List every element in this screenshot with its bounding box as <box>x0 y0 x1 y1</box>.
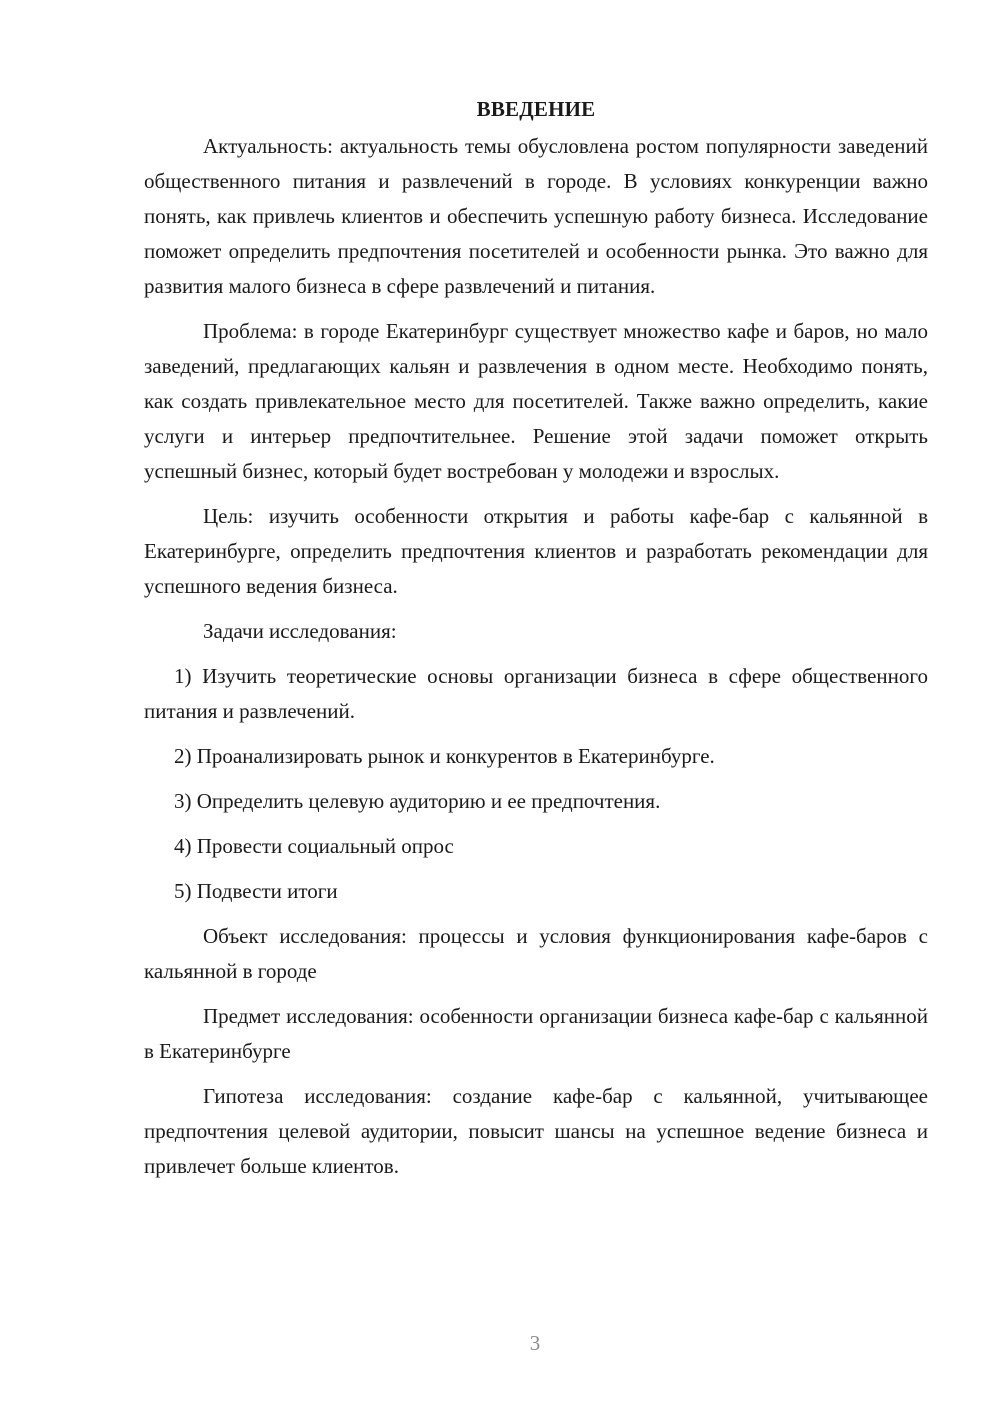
paragraph-hypothesis: Гипотеза исследования: создание кафе-бар с кальянной, учитывающее предпочтения целевой аудитории, повысит шансы на успешное ведение бизнеса и привлечет больше клиентов. <box>144 1084 928 1178</box>
page-number: 3 <box>529 1331 541 1355</box>
paragraph-problem: Проблема: в городе Екатеринбург существует множество кафе и баров, но мало заведений, предлагающих кальян и развлечения в одном месте. Необходимо понять, как создать привлекательное место для посетителей. Также важно определить, какие услуги и интерьер предпочтительнее. Решение этой задачи поможет открыть успешный бизнес, который будет востребован у молодежи и взрослых. <box>144 319 928 483</box>
paragraph-goal: Цель: изучить особенности открытия и работы кафе-бар с кальянной в Екатеринбурге, определить предпочтения клиентов и разработать рекомендации для успешного ведения бизнеса. <box>144 504 928 598</box>
task-item-1: 1) Изучить теоретические основы организации бизнеса в сфере общественного питания и развлечений. <box>144 664 928 723</box>
task-item-4: 4) Провести социальный опрос <box>174 834 454 858</box>
section-title: ВВЕДЕНИЕ <box>476 97 596 121</box>
paragraph-tasks-heading: Задачи исследования: <box>203 619 397 643</box>
document-page <box>144 92 928 1194</box>
paragraph-relevance: Актуальность: актуальность темы обусловлена ростом популярности заведений общественного питания и развлечений в городе. В условиях конкуренции важно понять, как привлечь клиентов и обеспечить успешную работу бизнеса. Исследование поможет определить предпочтения посетителей и особенности рынка. Это важно для развития малого бизнеса в сфере развлечений и питания. <box>144 134 928 298</box>
task-item-5: 5) Подвести итоги <box>174 879 338 903</box>
task-item-3: 3) Определить целевую аудиторию и ее предпочтения. <box>174 789 661 813</box>
paragraph-subject: Предмет исследования: особенности организации бизнеса кафе-бар с кальянной в Екатеринбурге <box>144 1004 928 1063</box>
paragraph-object: Объект исследования: процессы и условия функционирования кафе-баров с кальянной в городе <box>144 924 928 983</box>
task-item-2: 2) Проанализировать рынок и конкурентов в Екатеринбурге. <box>174 744 715 768</box>
